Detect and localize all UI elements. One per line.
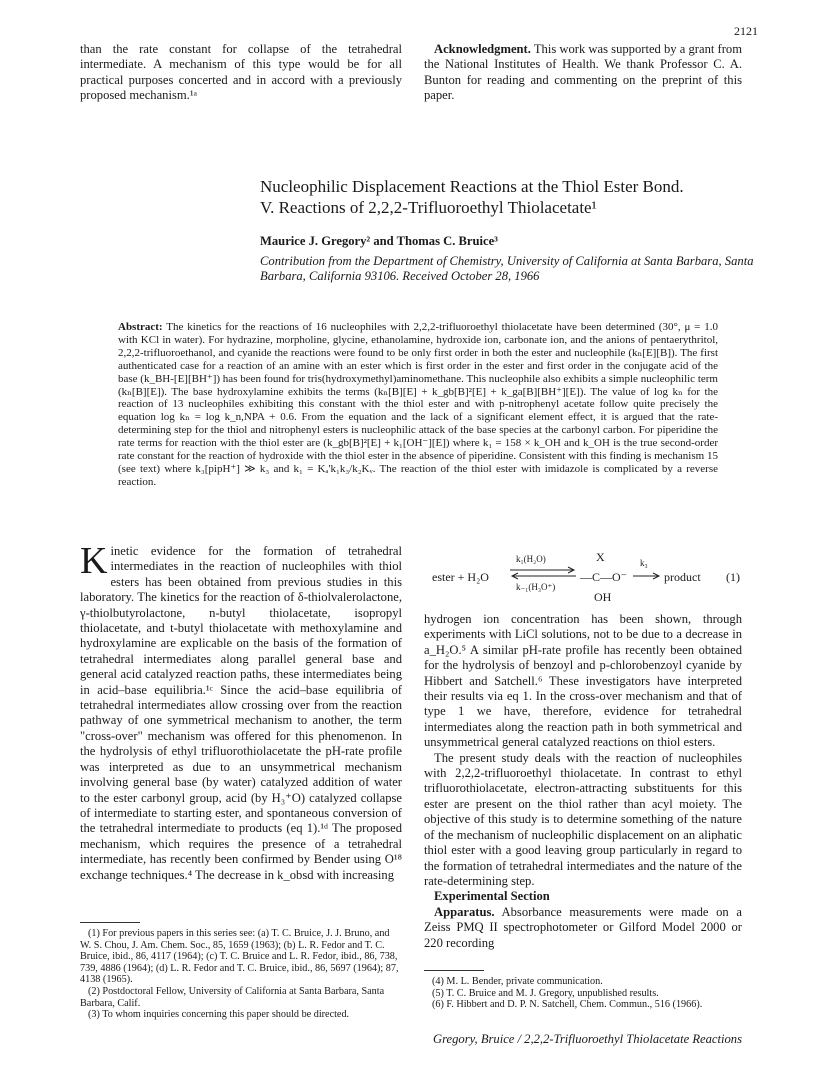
top-left-paragraph	[80, 42, 402, 104]
eq-rhs: product	[664, 570, 701, 584]
drop-cap: K	[80, 540, 108, 582]
footnote: (6) F. Hibbert and D. P. N. Satchell, Chem. Commun., 516 (1966).	[432, 999, 703, 1011]
apparatus-text: Absorbance measurements were made on a Zeiss PMQ II spectrophotometer or Gilford Model 2000 or 220 recording	[424, 904, 742, 950]
title-line-2: V. Reactions of 2,2,2-Trifluoroethyl Thiolacetate¹	[260, 198, 597, 217]
section-heading: Experimental Section	[434, 889, 550, 904]
eq-center: —C—O⁻	[580, 570, 628, 584]
eq-x: X	[596, 550, 605, 564]
paper-title	[260, 176, 780, 218]
eq-k-1: k₋₁(H₃O⁺)	[516, 582, 556, 592]
continued-text: than the rate constant for collapse of the tetrahedral intermediate. A mechanism of this type would be for all practical purposes concerted and in accord with a previously proposed mechanism.¹ᵃ	[80, 42, 402, 103]
equilibrium-arrows-icon	[508, 566, 578, 580]
eq-lhs: ester + H₂O	[432, 570, 489, 584]
eq-oh: OH	[594, 590, 612, 604]
left-footnotes	[80, 928, 402, 1021]
footnote: (5) T. C. Bruice and M. J. Gregory, unpublished results.	[432, 987, 659, 999]
paragraph: hydrogen ion concentration has been shown, through experiments with LiCl solutions, not to be due to a decrease in a_H₂O.⁵ A similar pH-rate profile has recently been obtained for the hydrolysis of benzoyl and p-chlorobenzoyl cyanide by Hibbert and Satchell.⁶ These investigators have interpreted their results via eq 1. In the cross-over mechanism and that of type 1 we have, therefore, evidence for tetrahedral intermediates along the reaction path in both symmetrical and unsymmetrical general catalyzed reactions on thiol esters.	[424, 612, 742, 750]
acknowledgment	[424, 42, 742, 104]
footnote-rule-left	[80, 922, 140, 923]
eq-number: (1)	[726, 570, 740, 584]
affiliation: Contribution from the Department of Chemistry, University of California at Santa Barbara, Santa Barbara, California 93106. Received October 28, 1966	[260, 254, 754, 283]
ack-text: This work was supported by a grant from the National Institutes of Health. We thank Professor C. A. Bunton for reading and commenting on the preprint of this paper.	[424, 42, 743, 103]
abstract-label: Abstract:	[118, 321, 163, 333]
right-footnotes	[424, 976, 742, 1011]
footnote: (4) M. L. Bender, private communication.	[432, 976, 603, 987]
right-column	[424, 612, 742, 951]
equation-1	[424, 540, 742, 610]
title-line-1: Nucleophilic Displacement Reactions at the Thiol Ester Bond.	[260, 177, 684, 196]
abstract	[118, 321, 718, 489]
eq-k3: k₃	[640, 558, 648, 568]
running-footer: Gregory, Bruice / 2,2,2-Trifluoroethyl Thiolacetate Reactions	[433, 1032, 742, 1046]
footnote: (1) For previous papers in this series see: (a) T. C. Bruice, J. J. Bruno, and W. S. Chou, J. Am. Chem. Soc., 85, 1659 (1963); (b) L. R. Fedor and T. C. Bruice, ibid., 86, 4117 (1964); (c) T. C. Bruice and L. R. Fedor, ibid., 86, 738, 739, 4886 (1964); (d) L. R. Fedor and T. C. Bruice, ibid., 86, 5697 (1964); 87, 4138 (1965).	[80, 928, 399, 986]
footnote-rule-right	[424, 970, 484, 971]
footnote: (3) To whom inquiries concerning this paper should be directed.	[88, 1009, 350, 1021]
authors: Maurice J. Gregory² and Thomas C. Bruice³	[260, 234, 498, 248]
page-number: 2121	[734, 24, 758, 38]
abstract-text: The kinetics for the reactions of 16 nucleophiles with 2,2,2-trifluoroethyl thiolacetate have been determined (30°, μ = 1.0 with KCl in water). For hydrazine, morpholine, glycine, ethanolamine, hydroxide ion, carbonate ion, and the anions of pentaerythritol, 2,2,2-trifluoroethanol, and cyanide the reactions were found to be only first order in both the ester and nucleophile (kₙ[E][B]). The first authenticated case for a reaction of an amine with an ester which is first order in the ester and first order in the conjugate acid of the base (k_BH-[E][BH⁺]) has been found for tris(hydroxymethyl)aminomethane. This nucleophile also exhibits a simple nucleophilic term (kₙ[B][E]). The base hydroxylamine exhibits the terms (kₙ[B][E] + k_gb[B]²[E] + k_ga[B][BH⁺][E]). The value of log kₙ for the reaction of 13 nucleophiles exhibiting this constant with the thiol ester and with p-nitrophenyl acetate follow quite precisely the equation log kₙ = log k_n,NPA + 0.6. From the equation and the lack of a significant element effect, it is argued that the rate-determining step for the thiol and nitrophenyl esters is nucleophilic attack of the base species at the carbonyl carbon. For piperidine the rate terms for reaction with the thiol ester are (k_gb[B]²[E] + k₁[OH⁻][E]) where k₁ = 158 × k_OH and k_OH is the true second-order rate constant for the reaction of hydroxide with the thiol ester in the absence of piperidine. Consistent with this finding is mechanism 15 (see text) where k₃[pipH⁺] ≫ k₃ and k₁ = Kₐ'k₁k₃/k₂Kᵥ. The reaction of the thiol ester with imidazole is complicated by a reverse reaction.	[118, 321, 718, 488]
forward-arrow-icon	[632, 572, 662, 580]
eq-k1: k₁(H₂O)	[516, 554, 546, 564]
apparatus-label: Apparatus.	[434, 904, 495, 919]
ack-heading: Acknowledgment.	[434, 42, 531, 56]
intro-paragraph: inetic evidence for the formation of tetrahedral intermediates in the reaction of nucleophiles with thiol esters has been obtained from previous studies in this laboratory. The kinetics for the reaction of δ-thiolvalerolactone, γ-thiolbutyrolactone, n-butyl thiolacetate, isopropyl thiolacetate, and t-butyl thiolacetate with methoxylamine and hydroxylamine are explicable on the basis of the formation of tetrahedral intermediates along parallel general base and general acid catalyzed reaction paths, these intermediates being in acid–base equilibria.¹ᶜ Since the acid–base equilibria of tetrahedral intermediates allow crossing over from the reaction pathway of one symmetrical mechanism to another, the term "cross-over" mechanism was offered for this phenomenon. In the hydrolysis of ethyl trifluorothiolacetate the pH-rate profile was interpreted as due to an unsymmetrical mechanism involving general base (by water) catalyzed addition of water to the ester carbonyl group, acid (by H₃⁺O) catalyzed collapse of intermediate to starting ester, and spontaneous conversion of the tetrahedral intermediate to products (eq 1).¹ᵈ The proposed mechanism, which requires the presence of a tetrahedral intermediate, has recently been confirmed by Bender using O¹⁸ exchange techniques.⁴ The decrease in k_obsd with increasing	[80, 544, 402, 882]
left-column	[80, 540, 402, 883]
footnote: (2) Postdoctoral Fellow, University of California at Santa Barbara, Santa Barbara, Calif.	[80, 985, 385, 1009]
paragraph: The present study deals with the reaction of nucleophiles with 2,2,2-trifluoroethyl thiolacetate. In contrast to ethyl trifluorothiolacetate, electron-attracting substituents for this ester are present on the thiol rather than acyl moiety. The objective of this study is to determine something of the nature of the mechanism of nucleophilic displacement on an aliphatic thiol ester with a good leaving group particularly in regard to the formation of tetrahedral intermediates and the nature of the rate-determining step.	[424, 750, 742, 888]
